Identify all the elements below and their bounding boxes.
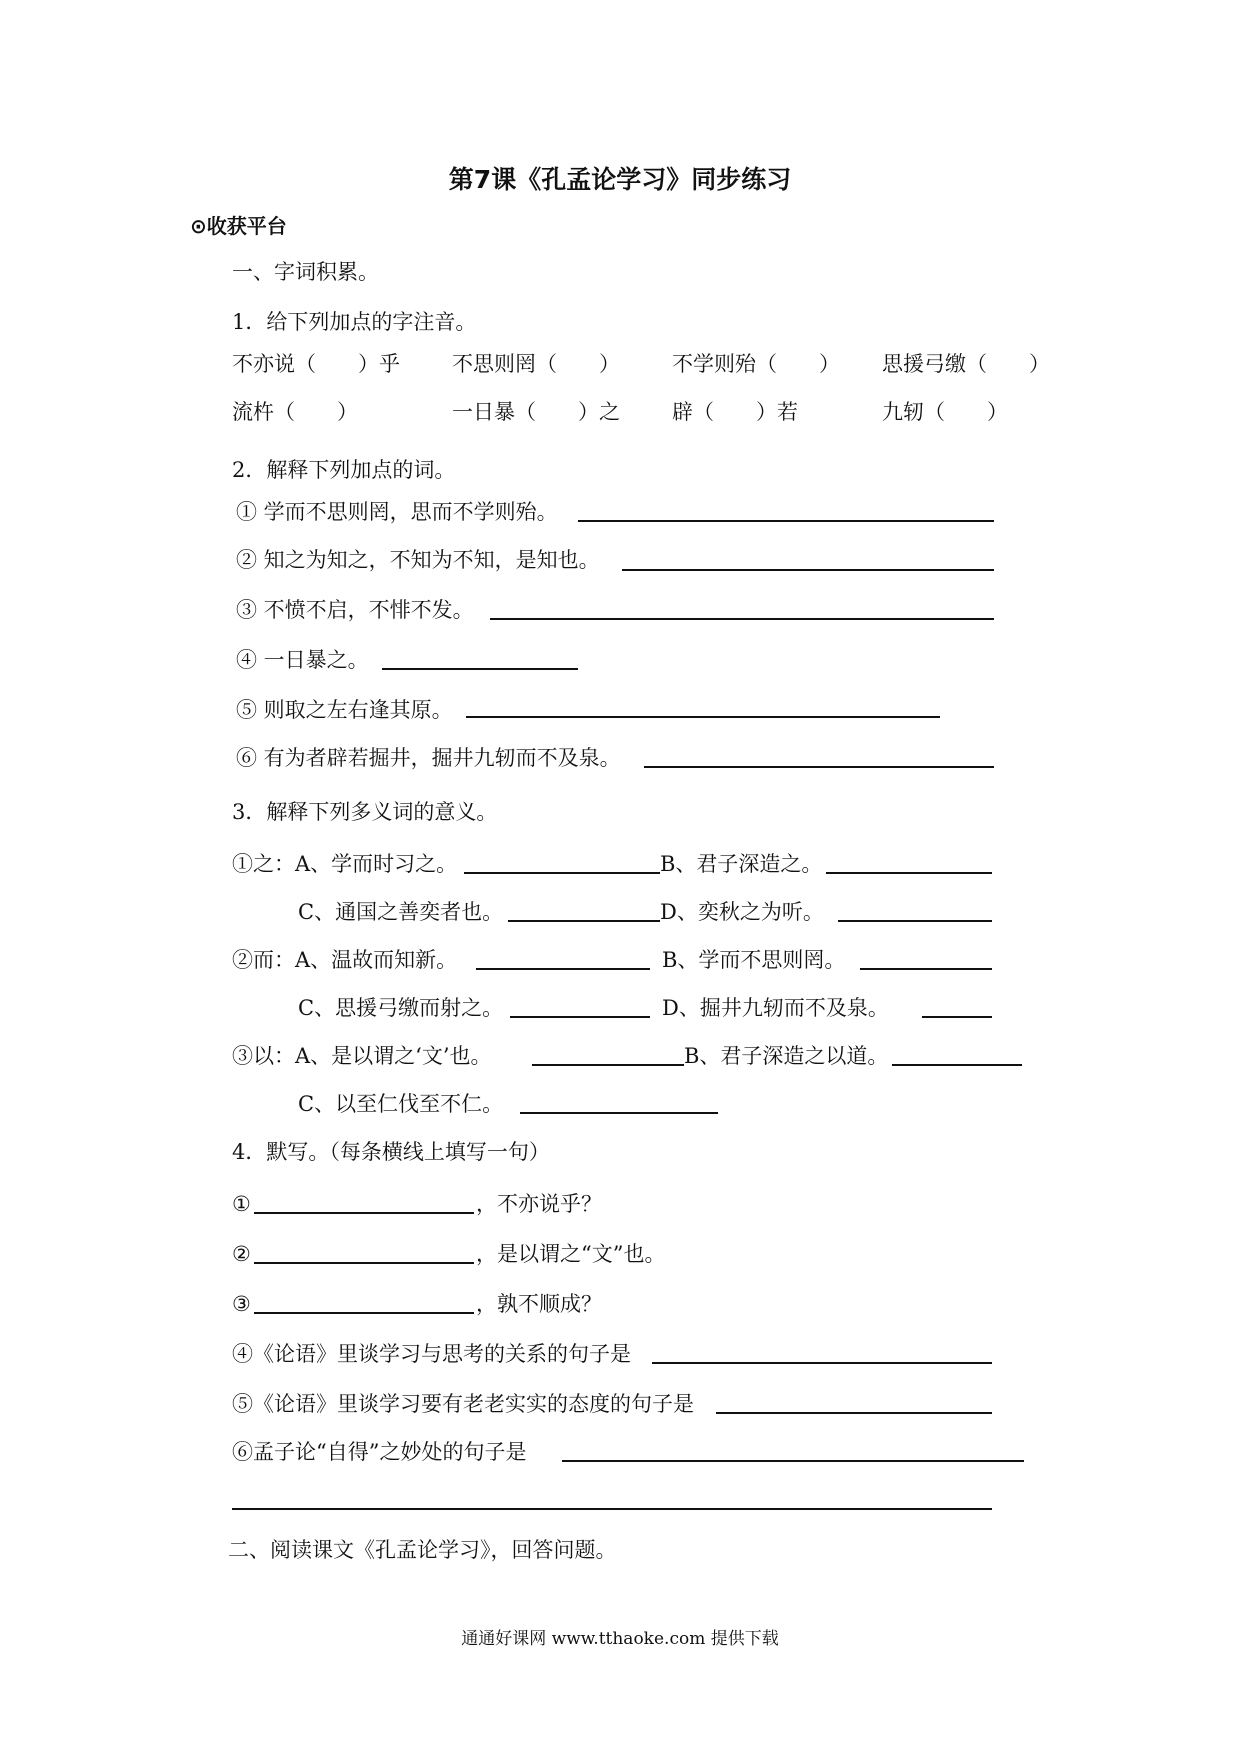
answer-blank[interactable] [644, 766, 994, 768]
page-title: 第7课《孔孟论学习》同步练习 [448, 165, 792, 194]
answer-blank[interactable] [466, 716, 940, 718]
q1-item: 辟（ ）若 [672, 400, 798, 424]
q1-item: 流杵（ ） [232, 400, 358, 424]
answer-blank[interactable] [464, 872, 660, 874]
q1-item: 九轫（ ） [882, 400, 1008, 424]
answer-blank[interactable] [520, 1112, 718, 1114]
q1-heading: 1．给下列加点的字注音。 [232, 310, 477, 334]
q2-item: ④ 一日暴之。 [236, 648, 369, 672]
q4-num: ③ [232, 1292, 251, 1316]
answer-blank[interactable] [382, 668, 578, 670]
answer-blank[interactable] [838, 920, 992, 922]
answer-blank-continued[interactable] [232, 1508, 992, 1510]
footer-credit: 通通好课网 www.tthaoke.com 提供下载 [461, 1629, 779, 1649]
q3-er-b: B、学而不思则罔。 [662, 948, 846, 972]
q2-item: ⑤ 则取之左右逢其原。 [236, 698, 453, 722]
q4-num: ① [232, 1192, 251, 1216]
q3-zhi-a: ①之：A、学而时习之。 [232, 852, 458, 876]
answer-blank[interactable] [254, 1312, 474, 1314]
q2-item: ① 学而不思则罔，思而不学则殆。 [236, 500, 558, 524]
q3-er-c: C、思援弓缴而射之。 [298, 996, 504, 1020]
q3-er-d: D、掘井九轫而不及泉。 [662, 996, 889, 1020]
q3-zhi-b: B、君子深造之。 [660, 852, 823, 876]
q1-item: 思援弓缴（ ） [882, 352, 1050, 376]
answer-blank[interactable] [922, 1016, 992, 1018]
answer-blank[interactable] [508, 920, 660, 922]
q3-er-a: ②而：A、温故而知新。 [232, 948, 458, 972]
q4-item: ⑥孟子论“自得”之妙处的句子是 [232, 1440, 527, 1464]
q2-heading: 2．解释下列加点的词。 [232, 458, 456, 482]
answer-blank[interactable] [860, 968, 992, 970]
q2-item: ② 知之为知之，不知为不知，是知也。 [236, 548, 600, 572]
answer-blank[interactable] [510, 1016, 650, 1018]
answer-blank[interactable] [490, 618, 994, 620]
answer-blank[interactable] [254, 1212, 474, 1214]
q4-item: ⑤《论语》里谈学习要有老老实实的态度的句子是 [232, 1392, 694, 1416]
q3-heading: 3．解释下列多义词的意义。 [232, 800, 498, 824]
q3-yi-a: ③以：A、是以谓之‘文’也。 [232, 1044, 492, 1068]
part2-heading: 二、阅读课文《孔孟论学习》，回答问题。 [228, 1538, 617, 1562]
q2-item: ⑥ 有为者辟若掘井，掘井九轫而不及泉。 [236, 746, 621, 770]
answer-blank[interactable] [652, 1362, 992, 1364]
answer-blank[interactable] [562, 1460, 1024, 1462]
q2-item: ③ 不愤不启，不悱不发。 [236, 598, 474, 622]
part1-heading: 一、字词积累。 [232, 260, 379, 284]
answer-blank[interactable] [716, 1412, 992, 1414]
q4-heading: 4．默写。（每条横线上填写一句） [232, 1140, 550, 1164]
q4-item: ，不亦说乎？ [476, 1192, 602, 1216]
answer-blank[interactable] [254, 1262, 474, 1264]
q4-item: ，孰不顺成？ [476, 1292, 602, 1316]
q1-item: 不亦说（ ）乎 [232, 352, 400, 376]
answer-blank[interactable] [476, 968, 650, 970]
q3-zhi-c: C、通国之善奕者也。 [298, 900, 504, 924]
q4-item: ④《论语》里谈学习与思考的关系的句子是 [232, 1342, 631, 1366]
q3-yi-c: C、以至仁伐至不仁。 [298, 1092, 504, 1116]
answer-blank[interactable] [892, 1064, 1022, 1066]
answer-blank[interactable] [532, 1064, 684, 1066]
q3-yi-b: B、君子深造之以道。 [684, 1044, 889, 1068]
q1-item: 不学则殆（ ） [672, 352, 840, 376]
answer-blank[interactable] [826, 872, 992, 874]
q1-item: 一日暴（ ）之 [452, 400, 620, 424]
answer-blank[interactable] [622, 569, 994, 571]
q4-item: ，是以谓之“文”也。 [476, 1242, 666, 1266]
answer-blank[interactable] [578, 520, 994, 522]
q4-num: ② [232, 1242, 251, 1266]
section-label: ⊙收获平台 [190, 214, 287, 238]
q3-zhi-d: D、奕秋之为听。 [660, 900, 824, 924]
q1-item: 不思则罔（ ） [452, 352, 620, 376]
